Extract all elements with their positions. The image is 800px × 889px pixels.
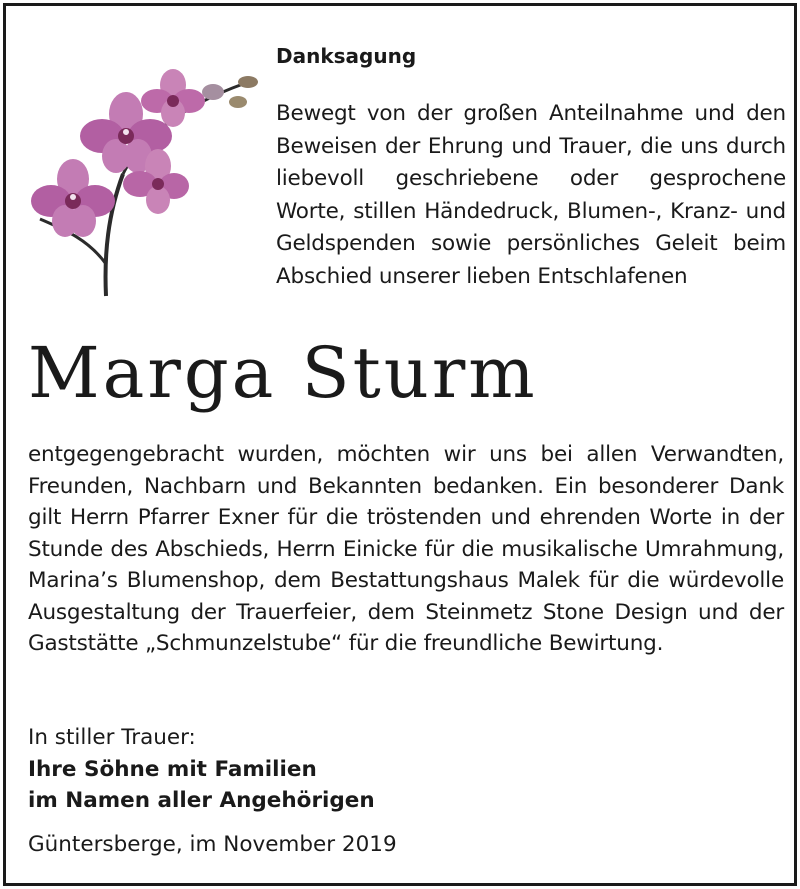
mourning-line-1: Ihre Söhne mit Familien	[28, 756, 317, 782]
heading-danksagung: Danksagung	[276, 44, 417, 68]
deceased-name: Marga Sturm	[28, 332, 538, 414]
mourning-line-2: im Namen aller Angehörigen	[28, 788, 375, 813]
intro-paragraph: Bewegt von der großen Anteilnahme und den Beweisen der Ehrung und Trauer, die uns durch liebevoll geschriebene oder gesprochene Worte, stillen Händedruck, Blumen-, Kranz- und Geldspenden sowie persönliches Geleit beim Abschied unserer lieben Entschlafenen	[276, 101, 786, 289]
obituary-card	[3, 3, 797, 886]
place-date: Güntersberge, im November 2019	[28, 832, 397, 857]
orchid-icon	[28, 64, 268, 304]
mourning-intro: In stiller Trauer:	[28, 725, 196, 750]
mourning-block	[28, 722, 375, 817]
body-paragraph: entgegengebracht wurden, möchten wir uns bei allen Verwandten, Freunden, Nachbarn und Bekannten bedanken. Ein besonderer Dank gilt Herrn Pfarrer Exner für die tröstenden und ehrenden Worte in der Stunde des Abschieds, Herrn Einicke für die musikalische Umrahmung, Marina’s Blumenshop, dem Bestattungshaus Malek für die würdevolle Ausgestaltung der Trauerfeier, dem Steinmetz Stone Design und der Gaststätte „Schmunzelstube“ für die freundliche Bewirtung.	[28, 442, 784, 656]
